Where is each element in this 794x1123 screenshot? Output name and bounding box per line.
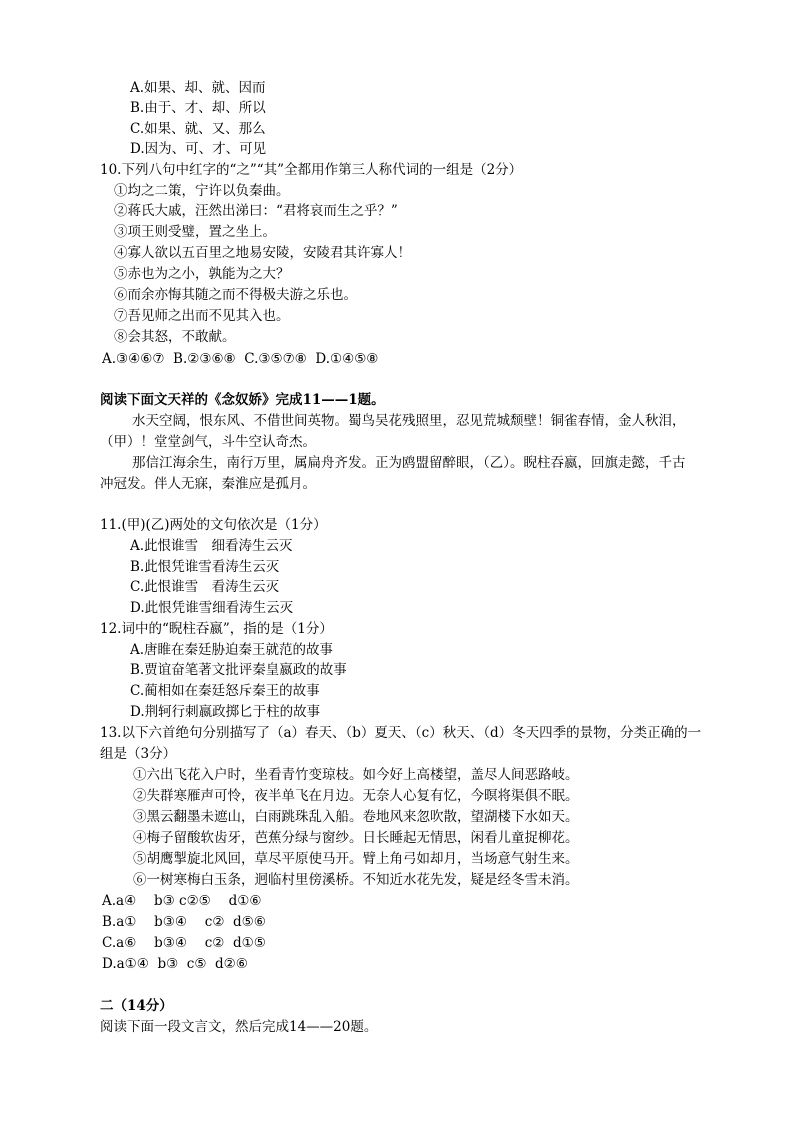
q13-option-a: A.a④ b③ c②⑤ d①⑥ xyxy=(102,893,262,909)
q10-stem: 10.下列八句中红字的“之”“其”全都用作第三人称代词的一组是（2分） xyxy=(100,162,523,178)
q12-option-c: C.蔺相如在秦廷怒斥秦王的故事 xyxy=(130,683,320,699)
poem-line: 冲冠发。伴人无寐，秦淮应是孤月。 xyxy=(100,476,316,492)
q13-poem: ①六出飞花入户时，坐看青竹变琼枝。如今好上高楼望，盖尽人间恶路岐。 xyxy=(133,767,579,783)
q13-poem: ⑥一树寒梅白玉条，迥临村里傍溪桥。不知近水花先发，疑是经冬雪未消。 xyxy=(133,872,579,888)
q9-option-a: A.如果、却、就、因而 xyxy=(130,80,266,96)
q10-item: ⑤赤也为之小，孰能为之大？ xyxy=(114,266,290,282)
q10-item: ⑥而余亦悔其随之而不得极夫游之乐也。 xyxy=(114,287,357,303)
poem-line: 水天空阔，恨东风、不借世间英物。蜀鸟吴花残照里，忍见荒城颓壁！铜雀春情，金人秋泪， xyxy=(132,413,686,429)
section-instruction: 阅读下面一段文言文，然后完成14——20题。 xyxy=(100,1019,378,1035)
q10-item: ①均之二策，宁许以负秦曲。 xyxy=(114,183,290,199)
q11-option-a: A.此恨谁雪 细看涛生云灭 xyxy=(130,538,293,554)
q13-poem: ②失群寒雁声可怜，夜半单飞在月边。无奈人心复有忆，今暝将渠俱不眠。 xyxy=(133,788,579,804)
q11-stem: 11.(甲)(乙)两处的文句依次是（1分） xyxy=(100,517,327,533)
q9-option-c: C.如果、就、又、那么 xyxy=(130,121,266,137)
q13-poem: ⑤胡鹰掣旋北风回，草尽平原使马开。臂上角弓如却月，当场意气射生来。 xyxy=(133,851,579,867)
q13-poem: ④梅子留酸软齿牙，芭蕉分绿与窗纱。日长睡起无情思，闲看儿童捉柳花。 xyxy=(133,830,579,846)
poem-line: （甲）！堂堂剑气，斗牛空认奇杰。 xyxy=(100,434,316,450)
q9-option-d: D.因为、可、才、可见 xyxy=(130,141,267,157)
q10-item: ②蒋氏大戚，汪然出涕曰：“君将哀而生之乎？” xyxy=(114,203,398,219)
q10-item: ⑦吾见师之出而不见其入也。 xyxy=(114,308,290,324)
q10-options: A.③④⑥⑦ B.②③⑥⑧ C.③⑤⑦⑧ D.①④⑤⑧ xyxy=(102,351,379,367)
q13-option-c: C.a⑥ b③④ c② d①⑤ xyxy=(102,935,266,951)
q13-stem: 13.以下六首绝句分别描写了（a）春天、（b）夏天、（c）秋天、（d）冬天四季的景物，分类正确的一 xyxy=(100,725,702,741)
q11-option-b: B.此恨凭谁雪看涛生云灭 xyxy=(130,559,280,575)
q11-option-d: D.此恨凭谁雪细看涛生云灭 xyxy=(130,600,294,616)
q12-option-b: B.贾谊奋笔著文批评秦皇嬴政的故事 xyxy=(130,662,347,678)
section-heading: 二（14分） xyxy=(100,998,173,1014)
q12-option-d: D.荆轲行刺嬴政掷匕于柱的故事 xyxy=(130,704,321,720)
q13-option-b: B.a① b③④ c② d⑤⑥ xyxy=(102,914,266,930)
reading-heading: 阅读下面文天祥的《念奴娇》完成11——1题。 xyxy=(100,392,385,408)
q13-stem-cont: 组是（3分） xyxy=(100,746,177,762)
q10-item: ③项王则受璧，置之坐上。 xyxy=(114,224,276,240)
q13-option-d: D.a①④ b③ c⑤ d②⑥ xyxy=(102,956,248,972)
q11-option-c: C.此恨谁雪 看涛生云灭 xyxy=(130,579,280,595)
q10-item: ④寡人欲以五百里之地易安陵，安陵君其许寡人！ xyxy=(114,245,411,261)
q13-poem: ③黑云翻墨未遮山，白雨跳珠乱入船。卷地风来忽吹散，望湖楼下水如天。 xyxy=(133,809,579,825)
q9-option-b: B.由于、才、却、所以 xyxy=(130,100,266,116)
q12-option-a: A.唐睢在秦廷胁迫秦王就范的故事 xyxy=(130,642,334,658)
poem-line: 那信江海余生，南行万里，属扁舟齐发。正为鸥盟留醉眼，（乙）。睨柱吞嬴，回旗走懿，千古 xyxy=(132,455,686,471)
q10-item: ⑧会其怒，不敢献。 xyxy=(114,329,236,345)
q12-stem: 12.词中的“睨柱吞嬴”，指的是（1分） xyxy=(100,621,333,637)
